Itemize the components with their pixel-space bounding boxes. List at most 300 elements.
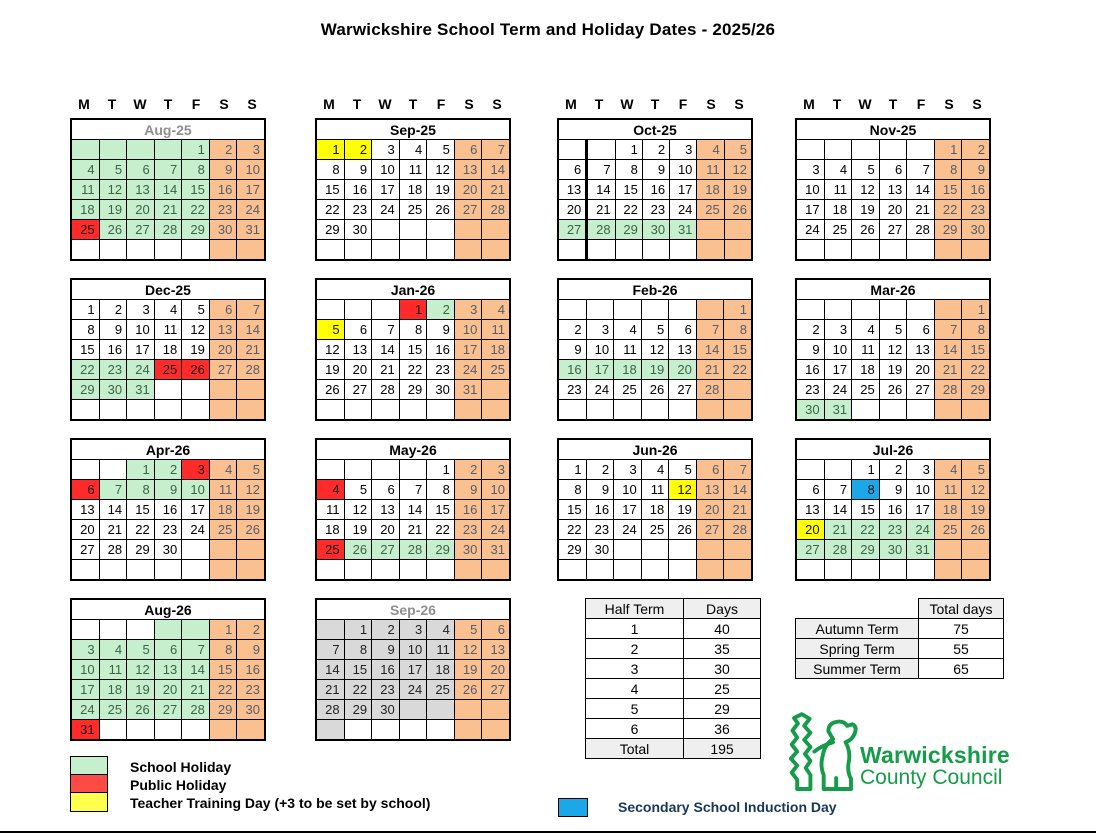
day-cell: 3 — [614, 460, 642, 480]
day-cell: 20 — [154, 680, 182, 700]
day-cell: 25 — [482, 360, 510, 380]
day-cell: 30 — [586, 540, 614, 560]
weekday-letter: W — [620, 96, 634, 112]
empty-cell — [962, 400, 990, 421]
day-cell: 13 — [344, 340, 372, 360]
empty-cell — [696, 540, 724, 560]
month-jul-26 — [795, 438, 991, 581]
day-cell: 7 — [316, 640, 344, 660]
empty-cell — [879, 240, 907, 261]
day-cell: 10 — [71, 660, 99, 680]
day-cell: 11 — [399, 160, 427, 180]
day-cell: 20 — [482, 660, 510, 680]
empty-cell — [879, 560, 907, 581]
empty-cell — [614, 540, 642, 560]
day-cell: 19 — [879, 360, 907, 380]
term-days-value: 65 — [919, 659, 1004, 679]
day-cell: 23 — [154, 520, 182, 540]
empty-cell — [209, 720, 237, 741]
empty-cell — [724, 400, 752, 421]
day-cell: 21 — [482, 180, 510, 200]
empty-cell — [127, 140, 155, 160]
day-cell: 31 — [824, 400, 852, 421]
day-cell: 31 — [670, 220, 697, 240]
day-cell: 10 — [127, 320, 155, 340]
day-cell: 12 — [641, 340, 669, 360]
day-cell: 19 — [641, 360, 669, 380]
day-cell: 15 — [852, 500, 880, 520]
day-cell: 29 — [962, 380, 990, 400]
day-cell: 29 — [127, 540, 155, 560]
day-cell: 7 — [587, 160, 615, 180]
weekday-letter: F — [678, 96, 688, 112]
empty-cell — [316, 400, 344, 421]
day-cell: 3 — [454, 300, 482, 320]
day-cell: 18 — [154, 340, 182, 360]
empty-cell — [372, 400, 400, 421]
day-cell: 9 — [962, 160, 990, 180]
day-cell: 12 — [669, 480, 697, 500]
day-cell: 23 — [962, 200, 990, 220]
empty-cell — [641, 400, 669, 421]
empty-cell — [852, 140, 880, 160]
day-cell: 24 — [237, 200, 265, 220]
day-cell: 12 — [879, 340, 907, 360]
empty-cell — [182, 720, 210, 741]
day-cell: 20 — [127, 200, 155, 220]
empty-cell — [482, 380, 510, 400]
day-cell: 19 — [237, 500, 265, 520]
empty-cell — [182, 620, 210, 640]
day-cell: 18 — [71, 200, 99, 220]
day-cell: 25 — [71, 220, 99, 240]
weekday-letters — [557, 96, 753, 112]
empty-cell — [99, 460, 127, 480]
day-cell: 15 — [209, 660, 237, 680]
half-term-value: 3 — [586, 659, 684, 679]
empty-cell — [669, 300, 697, 320]
day-cell: 14 — [316, 660, 344, 680]
day-cell: 9 — [586, 480, 614, 500]
day-cell: 6 — [372, 480, 400, 500]
day-cell: 2 — [372, 620, 400, 640]
empty-cell — [399, 220, 427, 240]
day-cell: 11 — [852, 340, 880, 360]
day-cell: 10 — [482, 480, 510, 500]
day-cell: 27 — [907, 380, 935, 400]
day-cell: 22 — [427, 520, 455, 540]
day-cell: 29 — [182, 220, 210, 240]
empty-cell — [237, 400, 265, 421]
day-cell: 24 — [907, 520, 935, 540]
day-cell: 2 — [879, 460, 907, 480]
day-cell: 8 — [934, 160, 962, 180]
empty-cell — [724, 540, 752, 560]
day-cell: 28 — [907, 220, 935, 240]
day-cell: 29 — [399, 380, 427, 400]
day-cell: 17 — [670, 180, 697, 200]
weekday-letter: W — [378, 96, 392, 112]
day-cell: 26 — [454, 680, 482, 700]
day-cell: 4 — [209, 460, 237, 480]
empty-cell — [237, 560, 265, 581]
day-cell: 13 — [907, 340, 935, 360]
induction-day-label: Secondary School Induction Day — [618, 799, 837, 815]
day-cell: 4 — [641, 460, 669, 480]
day-cell: 18 — [824, 200, 852, 220]
month-title: Apr-26 — [71, 439, 265, 460]
empty-cell — [209, 240, 237, 261]
day-cell: 30 — [796, 400, 824, 421]
day-cell: 23 — [427, 360, 455, 380]
day-cell: 1 — [209, 620, 237, 640]
weekday-letter: T — [408, 96, 418, 112]
half-term-value: 40 — [684, 619, 761, 639]
empty-cell — [696, 560, 724, 581]
day-cell: 8 — [209, 640, 237, 660]
day-cell: 18 — [614, 360, 642, 380]
empty-cell — [824, 460, 852, 480]
day-cell: 13 — [796, 500, 824, 520]
day-cell: 17 — [237, 180, 265, 200]
day-cell: 3 — [824, 320, 852, 340]
half-term-table — [585, 598, 761, 759]
day-cell: 25 — [399, 200, 427, 220]
day-cell: 19 — [99, 200, 127, 220]
day-cell: 15 — [558, 500, 586, 520]
day-cell: 7 — [372, 320, 400, 340]
weekday-letter: M — [78, 96, 90, 112]
empty-cell — [879, 300, 907, 320]
half-term-total: Total — [586, 739, 684, 759]
empty-cell — [154, 240, 182, 261]
day-cell: 30 — [427, 380, 455, 400]
empty-cell — [182, 540, 210, 560]
day-cell: 26 — [182, 360, 210, 380]
day-cell: 20 — [454, 180, 482, 200]
day-cell: 13 — [696, 480, 724, 500]
day-cell: 3 — [907, 460, 935, 480]
day-cell: 16 — [962, 180, 990, 200]
day-cell: 22 — [558, 520, 586, 540]
bear-and-ragged-staff-icon — [780, 700, 858, 800]
empty-cell — [237, 240, 265, 261]
empty-cell — [427, 700, 455, 720]
half-term-value: 2 — [586, 639, 684, 659]
day-cell: 11 — [427, 640, 455, 660]
day-cell: 19 — [182, 340, 210, 360]
day-cell: 13 — [71, 500, 99, 520]
day-cell: 10 — [670, 160, 697, 180]
day-cell: 4 — [482, 300, 510, 320]
empty-cell — [71, 240, 99, 261]
empty-cell — [962, 240, 990, 261]
day-cell: 2 — [962, 140, 990, 160]
day-cell: 5 — [237, 460, 265, 480]
day-cell: 2 — [642, 140, 669, 160]
day-cell: 16 — [154, 500, 182, 520]
page-bottom-border — [0, 831, 1096, 833]
day-cell: 11 — [482, 320, 510, 340]
empty-cell — [796, 240, 824, 261]
empty-cell — [852, 300, 880, 320]
day-cell: 24 — [824, 380, 852, 400]
day-cell: 12 — [316, 340, 344, 360]
day-cell: 25 — [99, 700, 127, 720]
empty-cell — [669, 540, 697, 560]
day-cell: 16 — [99, 340, 127, 360]
day-cell: 13 — [482, 640, 510, 660]
day-cell: 3 — [796, 160, 824, 180]
day-cell: 8 — [71, 320, 99, 340]
weekday-letter: T — [594, 96, 604, 112]
day-cell: 19 — [344, 520, 372, 540]
day-cell: 4 — [427, 620, 455, 640]
month-title: Dec-25 — [71, 279, 265, 300]
day-cell: 25 — [852, 380, 880, 400]
day-cell: 26 — [316, 380, 344, 400]
day-cell: 14 — [237, 320, 265, 340]
day-cell: 12 — [724, 160, 752, 180]
day-cell: 5 — [99, 160, 127, 180]
empty-cell — [852, 240, 880, 261]
day-cell: 29 — [316, 220, 344, 240]
weekday-letter: S — [247, 96, 257, 112]
day-cell: 12 — [454, 640, 482, 660]
empty-cell — [558, 400, 586, 421]
council-logo-text — [860, 744, 1010, 800]
empty-cell — [641, 300, 669, 320]
month-mar-26 — [795, 278, 991, 421]
empty-cell — [316, 560, 344, 581]
day-cell: 15 — [127, 500, 155, 520]
day-cell: 10 — [586, 340, 614, 360]
day-cell: 13 — [454, 160, 482, 180]
day-cell: 8 — [962, 320, 990, 340]
day-cell: 2 — [99, 300, 127, 320]
day-cell: 26 — [641, 380, 669, 400]
day-cell: 29 — [558, 540, 586, 560]
half-term-value: 4 — [586, 679, 684, 699]
weekday-letter: W — [858, 96, 872, 112]
empty-cell — [182, 560, 210, 581]
day-cell: 29 — [427, 540, 455, 560]
day-cell: 1 — [934, 140, 962, 160]
day-cell: 3 — [237, 140, 265, 160]
day-cell: 2 — [344, 140, 372, 160]
day-cell: 17 — [586, 360, 614, 380]
day-cell: 5 — [127, 640, 155, 660]
empty-cell — [316, 300, 344, 320]
day-cell: 4 — [697, 140, 724, 160]
day-cell: 1 — [615, 140, 642, 160]
weekday-letter: T — [107, 96, 117, 112]
day-cell: 22 — [852, 520, 880, 540]
empty-cell — [587, 240, 615, 261]
day-cell: 9 — [558, 340, 586, 360]
day-cell: 14 — [372, 340, 400, 360]
weekday-letter: M — [803, 96, 815, 112]
empty-cell — [399, 240, 427, 261]
day-cell: 16 — [642, 180, 669, 200]
empty-cell — [907, 300, 935, 320]
day-cell: 13 — [558, 180, 587, 200]
day-cell: 28 — [824, 540, 852, 560]
weekday-letter: T — [163, 96, 173, 112]
day-cell: 26 — [99, 220, 127, 240]
day-cell: 8 — [852, 480, 880, 500]
empty-cell — [614, 560, 642, 581]
day-cell: 12 — [962, 480, 990, 500]
empty-cell — [879, 400, 907, 421]
empty-cell — [399, 460, 427, 480]
day-cell: 13 — [372, 500, 400, 520]
day-cell: 1 — [71, 300, 99, 320]
empty-cell — [427, 220, 455, 240]
day-cell: 26 — [237, 520, 265, 540]
empty-cell — [344, 460, 372, 480]
day-cell: 30 — [344, 220, 372, 240]
empty-cell — [71, 560, 99, 581]
day-cell: 10 — [372, 160, 400, 180]
day-cell: 5 — [962, 460, 990, 480]
day-cell: 21 — [182, 680, 210, 700]
day-cell: 17 — [614, 500, 642, 520]
weekday-letter: F — [436, 96, 446, 112]
day-cell: 10 — [824, 340, 852, 360]
day-cell: 9 — [209, 160, 237, 180]
day-cell: 12 — [427, 160, 455, 180]
empty-cell — [127, 620, 155, 640]
day-cell: 19 — [427, 180, 455, 200]
day-cell: 16 — [209, 180, 237, 200]
day-cell: 28 — [399, 540, 427, 560]
empty-cell — [962, 540, 990, 560]
day-cell: 9 — [372, 640, 400, 660]
empty-cell — [482, 720, 510, 741]
half-term-value: 36 — [684, 719, 761, 739]
weekday-letter: F — [191, 96, 201, 112]
empty-cell — [372, 240, 400, 261]
day-cell: 1 — [962, 300, 990, 320]
day-cell: 28 — [372, 380, 400, 400]
day-cell: 24 — [482, 520, 510, 540]
day-cell: 22 — [316, 200, 344, 220]
day-cell: 7 — [824, 480, 852, 500]
day-cell: 18 — [697, 180, 724, 200]
empty-cell — [934, 540, 962, 560]
day-cell: 28 — [237, 360, 265, 380]
day-cell: 3 — [127, 300, 155, 320]
day-cell: 30 — [209, 220, 237, 240]
day-cell: 9 — [237, 640, 265, 660]
day-cell: 11 — [641, 480, 669, 500]
day-cell: 11 — [697, 160, 724, 180]
empty-cell — [482, 700, 510, 720]
empty-cell — [99, 240, 127, 261]
day-cell: 22 — [209, 680, 237, 700]
empty-cell — [154, 560, 182, 581]
day-cell: 20 — [907, 360, 935, 380]
day-cell: 14 — [399, 500, 427, 520]
day-cell: 23 — [879, 520, 907, 540]
month-jan-26 — [315, 278, 511, 421]
day-cell: 6 — [696, 460, 724, 480]
weekday-letter: M — [565, 96, 577, 112]
empty-cell — [154, 140, 182, 160]
day-cell: 9 — [344, 160, 372, 180]
day-cell: 11 — [71, 180, 99, 200]
day-cell: 7 — [907, 160, 935, 180]
day-cell: 6 — [879, 160, 907, 180]
empty-cell — [71, 460, 99, 480]
day-cell: 11 — [934, 480, 962, 500]
half-term-total: 195 — [684, 739, 761, 759]
day-cell: 14 — [99, 500, 127, 520]
day-cell: 14 — [724, 480, 752, 500]
day-cell: 16 — [344, 180, 372, 200]
day-cell: 26 — [879, 380, 907, 400]
day-cell: 5 — [182, 300, 210, 320]
day-cell: 22 — [962, 360, 990, 380]
day-cell: 22 — [127, 520, 155, 540]
school-holiday-label: School Holiday — [130, 759, 232, 775]
day-cell: 4 — [824, 160, 852, 180]
empty-cell — [127, 560, 155, 581]
day-cell: 26 — [127, 700, 155, 720]
month-title: Aug-26 — [71, 599, 265, 620]
day-cell: 5 — [724, 140, 752, 160]
day-cell: 26 — [852, 220, 880, 240]
empty-cell — [154, 720, 182, 741]
day-cell: 29 — [209, 700, 237, 720]
empty-cell — [209, 540, 237, 560]
day-cell: 29 — [71, 380, 99, 400]
day-cell: 21 — [237, 340, 265, 360]
month-sep-25 — [315, 118, 511, 261]
day-cell: 23 — [558, 380, 586, 400]
empty-cell — [454, 220, 482, 240]
day-cell: 21 — [372, 360, 400, 380]
empty-cell — [482, 240, 510, 261]
empty-cell — [907, 140, 935, 160]
half-term-value: 1 — [586, 619, 684, 639]
empty-cell — [372, 300, 400, 320]
term-days-value: 75 — [919, 619, 1004, 639]
day-cell: 6 — [344, 320, 372, 340]
day-cell: 18 — [316, 520, 344, 540]
day-cell: 9 — [99, 320, 127, 340]
day-cell: 27 — [372, 540, 400, 560]
day-cell: 24 — [586, 380, 614, 400]
day-cell: 7 — [482, 140, 510, 160]
day-cell: 22 — [182, 200, 210, 220]
day-cell: 14 — [587, 180, 615, 200]
day-cell: 3 — [71, 640, 99, 660]
day-cell: 18 — [934, 500, 962, 520]
day-cell: 30 — [154, 540, 182, 560]
empty-cell — [641, 560, 669, 581]
logo-line1: Warwickshire — [860, 742, 1010, 768]
empty-cell — [962, 560, 990, 581]
day-cell: 20 — [669, 360, 697, 380]
empty-cell — [669, 400, 697, 421]
day-cell: 15 — [724, 340, 752, 360]
day-cell: 30 — [642, 220, 669, 240]
day-cell: 15 — [182, 180, 210, 200]
empty-cell — [724, 220, 752, 240]
month-aug-26 — [70, 598, 266, 741]
